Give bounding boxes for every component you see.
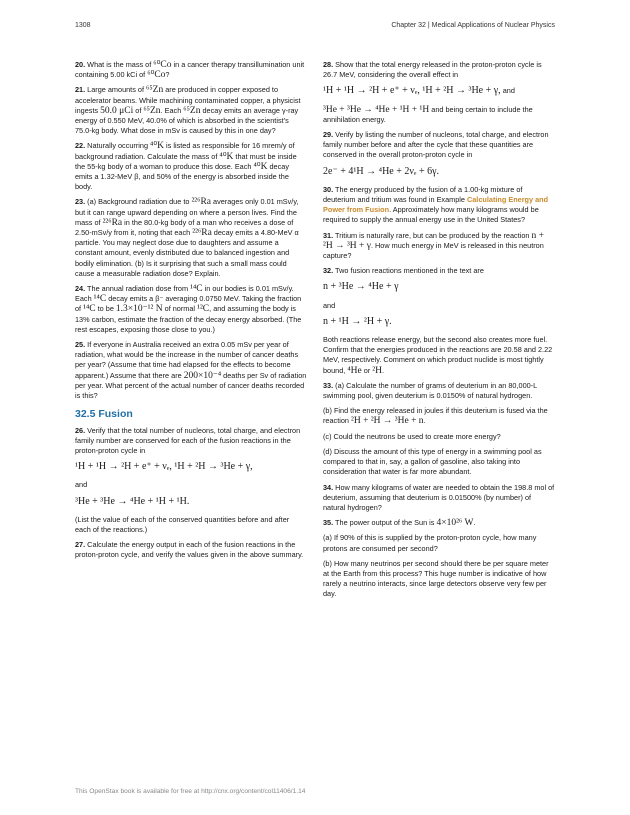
chapter-title: Chapter 32 | Medical Applications of Nuclear Physics: [391, 22, 555, 29]
problem-32: 32. Two fusion reactions mentioned in the text are: [323, 266, 484, 276]
problem-26-note: (List the value of each of the conserved quantities before and after each of the reactions.): [75, 514, 290, 534]
equation-29: 2e⁻ + 4¹H → ⁴He + 2νₑ + 6γ.: [323, 165, 440, 177]
problem-26: 26. Verify that the total number of nucleons, total charge, and electron family number are conserved for each of the fusion reactions in the proton-proton cycle in: [75, 425, 301, 455]
problem-21: 21. Large amounts of ⁶⁵Zn are produced in copper exposed to accelerator beams. While machining contaminated copper, a physicist ingests 50.0 μCi of ⁶⁵Zn. Each ⁶⁵Zn decay emits an average γ-ray energy of 0.550 MeV, 40.0% of which is absorbed in the scientist’s 75.0-kg body. What dose in mSv is caused by this in one day?: [75, 85, 301, 136]
problem-24: 24. The annual radiation dose from ¹⁴C in our bodies is 0.01 mSv/y. Each ¹⁴C decay emits a β⁻ averaging 0.0750 MeV. Taking the fraction of ¹⁴C to be 1.3×10⁻¹² N of normal ¹²C, and assuming the body is 13% carbon, estimate the fraction of the decay energy absorbed. (The rest escapes, exposing those close to you.): [75, 284, 302, 334]
problem-35a: (a) If 90% of this is supplied by the proton-proton cycle, how many protons are consumed per second?: [323, 533, 537, 553]
and-text: and: [75, 480, 88, 490]
problem-32-cont: Both reactions release energy, but the second also creates more fuel. Confirm that the energies produced in the reactions are 20.58 and 2.22 MeV, respectively. Comment on which product nuclide is most tightly bound, ⁴He or ²H.: [323, 335, 553, 376]
problem-23: 23. (a) Background radiation due to ²²⁶Ra averages only 0.01 mSv/y, but it can range upward depending on where a person lives. Find the mass of ²²⁶Ra in the 80.0-kg body of a man who receives a dose of 2.50-mSv/y from it, noting that each ²²⁶Ra decay emits a 4.80-MeV α particle. You may neglect dose due to daughters and assume a constant amount, evenly distributed due to balanced ingestion and bodily elimination. (b) Is it surprising that such a small mass could cause a measurable radiation dose? Explain.: [75, 197, 299, 278]
problem-33c: (c) Could the neutrons be used to create more energy?: [323, 431, 501, 441]
equation-32b: n + ¹H → ²H + γ.: [323, 315, 392, 327]
equation-26b: ³He + ³He → ⁴He + ¹H + ¹H.: [75, 495, 190, 507]
problem-31: 31. Tritium is naturally rare, but can be produced by the reaction n + ²H → ³H + γ. How much energy in MeV is released in this neutron capture?: [323, 230, 544, 261]
problem-27: 27. Calculate the energy output in each of the fusion reactions in the proton-proton cycle, and verify the values given in the above summary.: [75, 540, 304, 560]
problem-29: 29. Verify by listing the number of nucleons, total charge, and electron family number before and after the cycle that these quantities are conserved in the overall proton-proton cycle in: [323, 130, 549, 160]
page-header: [75, 22, 555, 36]
left-column: [75, 60, 307, 566]
problem-22: 22. Naturally occurring ⁴⁰K is listed as responsible for 16 mrem/y of background radiation. Calculate the mass of ⁴⁰K that must be inside the 55-kg body of a woman to produce this dose. Each ⁴⁰K decay emits a 1.32-MeV β, and 50% of the energy is absorbed inside the body.: [75, 141, 297, 192]
section-title: 32.5 Fusion: [75, 408, 133, 421]
example-link[interactable]: Calculating Energy and Power from Fusion: [323, 195, 549, 215]
problem-33d: (d) Discuss the amount of this type of energy in a swimming pool as compared to that in, say, a gallon of gasoline, also taking into consideration that water is far more abundant.: [323, 446, 542, 477]
problem-28: 28. Show that the total energy released in the proton-proton cycle is 26.7 MeV, considering the overall effect in: [323, 60, 542, 80]
problem-30: 30. The energy produced by the fusion of a 1.00-kg mixture of deuterium and tritium was found in Example Calculating Energy and Power from Fusion. Approximately how many kilograms would be required to supply the annual energy use in the United States?: [323, 184, 549, 225]
right-column: [323, 60, 555, 605]
page-number: 1308: [75, 22, 91, 29]
problem-33b: (b) Find the energy released in joules if this deuterium is fused via the reaction ²H + ²H → ³He + n.: [323, 406, 548, 427]
equation-28a: ¹H + ¹H → ²H + e⁺ + νₑ, ¹H + ²H → ³He + γ, and: [323, 85, 515, 97]
problem-35b: (b) How many neutrinos per second should there be per square meter at the Earth from this process? This huge number is indicative of how rarely a neutrino interacts, since large detectors observe very few per day.: [323, 558, 549, 599]
equation-26a: ¹H + ¹H → ²H + e⁺ + νₑ, ¹H + ²H → ³He + γ,: [75, 461, 253, 473]
problem-33a: 33. (a) Calculate the number of grams of deuterium in an 80,000-L swimming pool, given deuterium is 0.0150% of natural hydrogen.: [323, 380, 537, 401]
problem-25: 25. If everyone in Australia received an extra 0.05 mSv per year of radiation, what would be the increase in the number of cancer deaths per year? (Assume that time had elapsed for the effects to become apparent.) Assume that there are 200×10⁻⁴ deaths per Sv of radiation per year. What percent of the actual number of cancer deaths recorded is this?: [75, 340, 307, 401]
problem-28-cont: ³He + ³He → ⁴He + ¹H + ¹H and being certain to include the annihilation energy.: [323, 104, 533, 124]
equation-32a: n + ³He → ⁴He + γ: [323, 281, 399, 293]
problem-20: 20. What is the mass of ⁶⁰Co in a cancer therapy transillumination unit containing 5.00 kCi of ⁶⁰Co?: [75, 60, 305, 81]
page-footer: This OpenStax book is available for free at http://cnx.org/content/col11406/1.14: [75, 788, 306, 795]
problem-35: 35. The power output of the Sun is 4×10²⁶ W.: [323, 518, 476, 529]
problem-34: 34. How many kilograms of water are needed to obtain the 198.8 mol of deuterium, assuming that deuterium is 0.01500% (by number) of natural hydrogen?: [323, 482, 555, 512]
and-text-32: and: [323, 300, 336, 310]
